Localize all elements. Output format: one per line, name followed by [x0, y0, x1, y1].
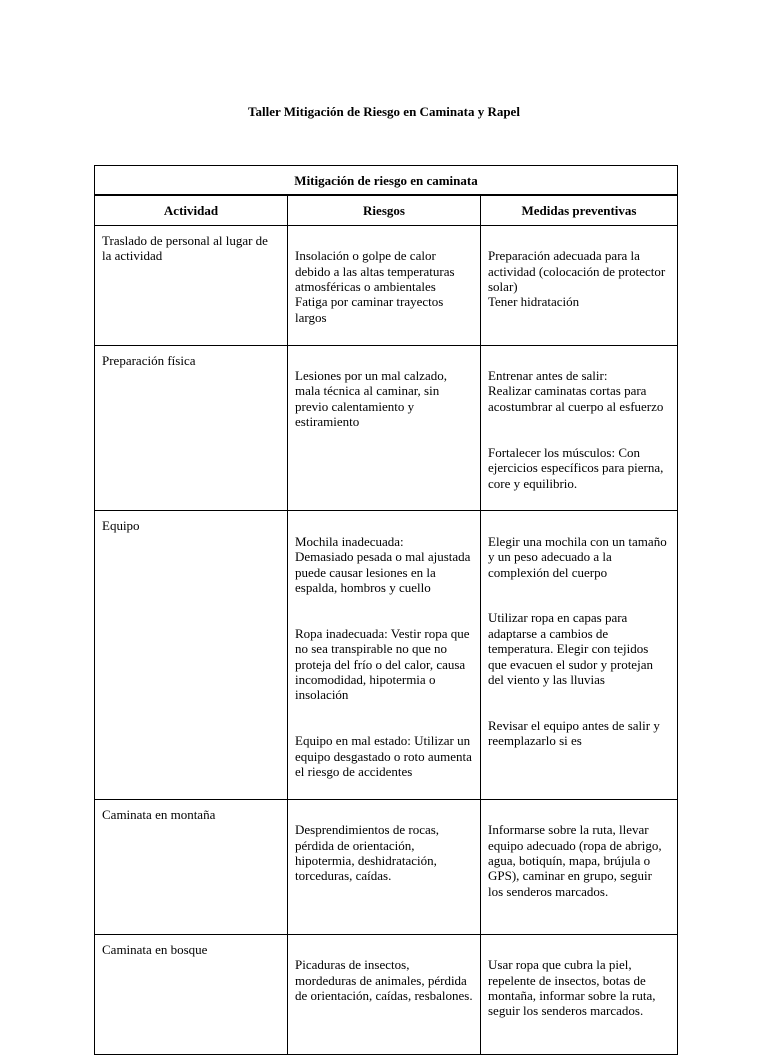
risk-paragraph: Ropa inadecuada: Vestir ropa que no sea transpirable no que no proteja del frío o del calor, causa incomodidad, hipotermia o insolación — [295, 625, 470, 703]
measures-cell — [481, 225, 678, 345]
column-header-riesgos: Riesgos — [288, 195, 481, 225]
risks-cell — [288, 345, 481, 511]
measure-paragraph: Entrenar antes de salir: Realizar caminatas cortas para acostumbrar al cuerpo al esfuerzo — [488, 368, 664, 414]
table-header-row — [95, 195, 678, 225]
risk-paragraph: Picaduras de insectos, mordeduras de animales, pérdida de orientación, caídas, resbalones. — [295, 957, 473, 1004]
risk-mitigation-table — [94, 165, 678, 1055]
activity-cell: Equipo — [95, 511, 288, 800]
activity-cell: Preparación física — [95, 345, 288, 511]
risk-paragraph: Insolación o golpe de calor debido a las altas temperaturas atmosféricas o ambientales Fatiga por caminar trayectos largos — [295, 248, 455, 325]
measure-paragraph: Utilizar ropa en capas para adaptarse a cambios de temperatura. Elegir con tejidos que evacuen el sudor y protejan del viento y las lluvias — [488, 610, 653, 687]
table-row — [95, 511, 678, 800]
measures-cell — [481, 345, 678, 511]
measure-paragraph: Revisar el equipo antes de salir y reemplazarlo si es — [488, 717, 660, 749]
table-row — [95, 799, 678, 934]
risks-cell — [288, 225, 481, 345]
table-caption: Mitigación de riesgo en caminata — [95, 166, 678, 196]
activity-cell: Traslado de personal al lugar de la actividad — [95, 225, 288, 345]
table-row — [95, 934, 678, 1054]
measures-cell — [481, 511, 678, 800]
measure-paragraph: Preparación adecuada para la actividad (colocación de protector solar) Tener hidratación — [488, 248, 666, 310]
activity-cell: Caminata en bosque — [95, 934, 288, 1054]
measure-paragraph: Usar ropa que cubra la piel, repelente de insectos, botas de montaña, informar sobre la ruta, seguir los senderos marcados. — [488, 957, 656, 1019]
document-title: Taller Mitigación de Riesgo en Caminata y Rapel — [248, 104, 520, 119]
risks-cell — [288, 799, 481, 934]
risk-paragraph: Mochila inadecuada: Demasiado pesada o mal ajustada puede causar lesiones en la espalda, hombros y cuello — [295, 533, 471, 595]
risk-paragraph: Lesiones por un mal calzado, mala técnica al caminar, sin previo calentamiento y estiramiento — [295, 368, 447, 430]
measures-cell — [481, 934, 678, 1054]
activity-cell: Caminata en montaña — [95, 799, 288, 934]
measure-paragraph: Fortalecer los músculos: Con ejercicios específicos para pierna, core y equilibrio. — [488, 444, 664, 491]
risk-paragraph: Desprendimientos de rocas, pérdida de orientación, hipotermia, deshidratación, torceduras, caídas. — [295, 822, 440, 884]
risks-cell — [288, 511, 481, 800]
column-header-actividad: Actividad — [95, 195, 288, 225]
table-row — [95, 345, 678, 511]
measure-paragraph: Elegir una mochila con un tamaño y un peso adecuado a la complexión del cuerpo — [488, 533, 667, 580]
column-header-medidas: Medidas preventivas — [481, 195, 678, 225]
measures-cell — [481, 799, 678, 934]
table-caption-row — [95, 166, 678, 196]
table-row — [95, 225, 678, 345]
risks-cell — [288, 934, 481, 1054]
measure-paragraph: Informarse sobre la ruta, llevar equipo adecuado (ropa de abrigo, agua, botiquín, mapa, brújula o GPS), caminar en grupo, seguir los senderos marcados. — [488, 822, 662, 899]
risk-paragraph: Equipo en mal estado: Utilizar un equipo desgastado o roto aumenta el riesgo de accidentes — [295, 733, 472, 779]
